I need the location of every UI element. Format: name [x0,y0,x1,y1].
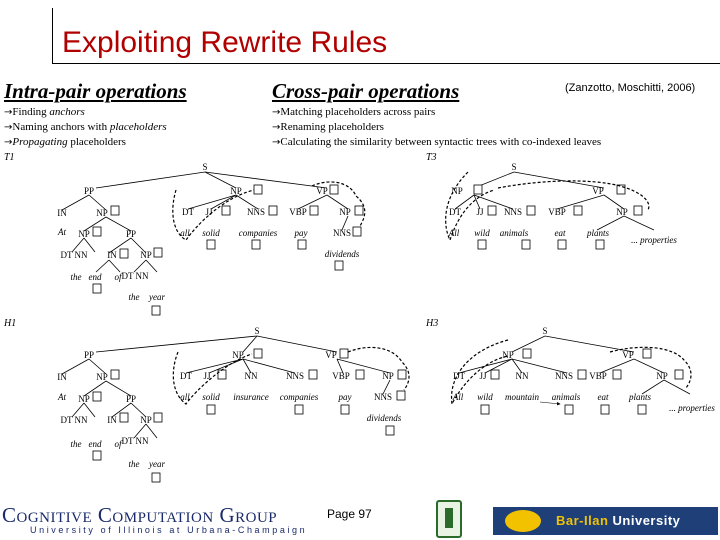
svg-text:VP: VP [622,350,634,360]
node-label: IN [57,208,67,218]
svg-text:S: S [511,162,517,172]
svg-text:DT: DT [453,371,465,381]
bar-ilan-logo-icon [505,510,541,532]
node-label: JJ [205,207,213,217]
svg-text:eat: eat [597,392,609,402]
node-label: NNS [332,228,352,238]
svg-text:the: the [128,459,140,469]
node-label: PP [83,186,95,196]
citation: (Zanzotto, Moschitti, 2006) [565,82,696,94]
node-label: DT NN [60,250,88,260]
tree-label-t1: T1 [4,152,15,163]
tree-t1 [62,172,348,272]
svg-text:of: of [114,439,122,449]
svg-text:DT: DT [180,371,192,381]
svg-text:NP: NP [451,186,463,196]
node-label: NP [96,208,108,218]
node-label: DT NN [121,271,149,281]
cross-pair-heading: Cross-pair operations [272,79,460,103]
tree-t3 [455,172,654,230]
svg-text:the: the [70,272,82,282]
svg-text:companies: companies [238,228,278,238]
svg-text:insurance: insurance [233,392,269,402]
svg-text:JJ: JJ [476,207,484,217]
svg-text:At: At [58,227,66,237]
svg-text:all: all [180,392,190,402]
arrow-icon: → [4,107,13,118]
svg-text:... properties: ... properties [631,235,677,245]
arrow-icon: → [4,122,13,133]
bullet-matching: →Matching placeholders across pairs [272,106,436,118]
bar-ilan-text: Bar-Ilan University [556,513,681,528]
svg-text:DT: DT [449,207,461,217]
node-label: DT [182,207,194,217]
tree-h1-words [57,392,402,469]
svg-text:NNS: NNS [554,371,574,381]
svg-text:NP: NP [140,415,152,425]
svg-text:IN: IN [57,372,67,382]
svg-text:of: of [114,272,122,282]
tree-h3-labels [453,326,668,381]
tree-h1-labels [57,326,394,446]
tree-t1-words [57,227,360,302]
svg-text:DT NN: DT NN [60,415,88,425]
svg-text:the: the [128,292,140,302]
node-label: NP [339,207,351,217]
university-crest-icon [436,500,462,538]
co-index-arrow [540,402,560,404]
node-label: PP [125,229,137,239]
arrow-icon: → [4,137,13,148]
svg-text:IN: IN [107,415,117,425]
tree-t3-placeholders [474,185,642,249]
svg-text:S: S [542,326,548,336]
svg-text:dividends: dividends [324,249,360,259]
svg-text:At: At [58,392,66,402]
arrow-icon: → [272,107,281,118]
node-label: NP [140,250,152,260]
svg-text:VBP: VBP [589,371,607,381]
svg-text:S: S [254,326,260,336]
svg-text:NP: NP [502,350,514,360]
bullet-propagating: →Propagating placeholders [4,136,126,148]
svg-text:solid: solid [202,228,220,238]
svg-text:end: end [88,439,102,449]
ccg-logo-text: Cognitive Computation Group [2,503,278,527]
tree-h3-words [452,392,716,413]
svg-text:... properties: ... properties [669,403,715,413]
node-label: VP [316,186,328,196]
svg-text:NNS: NNS [503,207,523,217]
svg-text:VBP: VBP [332,371,350,381]
svg-text:PP: PP [83,350,95,360]
svg-text:all: all [180,228,190,238]
page-number: Page 97 [327,507,372,521]
svg-text:NP: NP [382,371,394,381]
svg-text:NP: NP [78,394,90,404]
tree-t1-labels [57,162,351,281]
node-label: NNS [246,207,266,217]
svg-text:NN: NN [244,371,258,381]
node-label: VBP [289,207,307,217]
svg-text:VP: VP [325,350,337,360]
intra-pair-heading: Intra-pair operations [4,79,187,103]
svg-text:NN: NN [515,371,529,381]
bullet-finding-anchors: →Finding anchors [4,106,85,118]
tree-label-h3: H3 [426,318,439,329]
arrow-icon: → [272,122,281,133]
node-label: S [202,162,208,172]
svg-text:JJ: JJ [203,371,211,381]
svg-text:NP: NP [96,372,108,382]
tree-label-h1: H1 [4,318,17,329]
svg-text:pay: pay [294,228,308,238]
bullet-calculating: →Calculating the similarity between syntactic trees with co-indexed leaves [272,136,602,148]
svg-text:the: the [70,439,82,449]
svg-text:NP: NP [656,371,668,381]
svg-text:NNS: NNS [373,392,393,402]
svg-text:JJ: JJ [479,371,487,381]
svg-text:DT NN: DT NN [121,436,149,446]
svg-text:dividends: dividends [366,413,402,423]
arrow-icon: → [272,137,281,148]
svg-text:animals: animals [551,392,581,402]
svg-text:NP: NP [616,207,628,217]
svg-text:companies: companies [279,392,319,402]
slide-title: Exploiting Rewrite Rules [62,26,388,59]
svg-text:year: year [149,459,165,469]
svg-text:VBP: VBP [548,207,566,217]
svg-text:PP: PP [125,394,137,404]
bullet-naming-anchors: →Naming anchors with placeholders [4,121,167,133]
node-label: IN [107,250,117,260]
svg-text:animals: animals [499,228,529,238]
svg-text:year: year [149,292,165,302]
bullet-renaming: →Renaming placeholders [272,121,384,133]
svg-text:All: All [448,228,460,238]
node-label: NP [230,186,242,196]
svg-text:eat: eat [554,228,566,238]
svg-text:plants: plants [628,392,652,402]
svg-text:solid: solid [202,392,220,402]
svg-text:NP: NP [232,350,244,360]
node-label: NP [78,229,90,239]
svg-text:wild: wild [477,392,493,402]
svg-text:VP: VP [592,186,604,196]
svg-text:NNS: NNS [285,371,305,381]
svg-text:plants: plants [586,228,610,238]
tree-label-t3: T3 [426,152,437,163]
uiuc-text: University of Illinois at Urbana-Champaign [30,525,308,535]
svg-text:mountain: mountain [504,392,540,402]
svg-text:end: end [88,272,102,282]
svg-text:All: All [452,392,464,402]
svg-text:wild: wild [474,228,490,238]
svg-text:pay: pay [338,392,352,402]
